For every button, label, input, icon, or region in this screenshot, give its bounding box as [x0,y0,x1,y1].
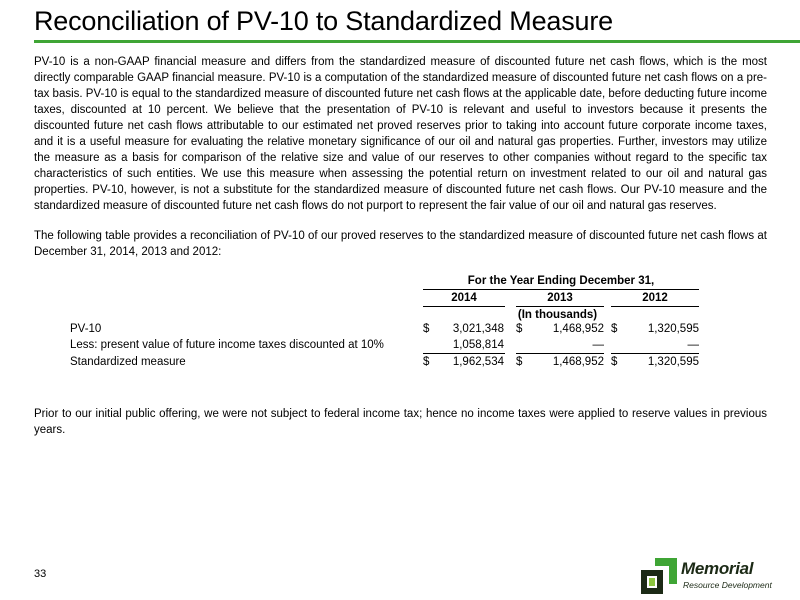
cell-value: — [687,339,699,351]
cell-value: 1,468,952 [552,323,604,335]
memorial-logo-mark-icon [639,556,679,596]
logo-name: Memorial [681,559,754,578]
table-period-header: For the Year Ending December 31, [467,275,655,287]
ipo-footnote-paragraph: Prior to our initial public offering, we were not subject to federal income tax; hence no income taxes were applied to reserve values in previous years. [34,408,767,436]
year-2014-header: 2014 [451,292,477,304]
table-intro-paragraph: The following table provides a reconciliation of PV-10 of our proved reserves to the standardized measure of discounted future net cash flows at December 31, 2014, 2013 and 2012: [34,230,767,258]
year-2014-rule [423,306,505,307]
year-2012-header: 2012 [642,292,668,304]
reconciliation-table [0,270,800,380]
cell-dollar: $ [423,323,430,335]
year-2013-header: 2013 [547,292,573,304]
logo-subtitle: Resource Development [683,580,772,590]
cell-value: 1,962,534 [452,356,504,368]
cell-dollar: $ [516,356,523,368]
intro-paragraph: PV-10 is a non-GAAP financial measure and differs from the standardized measure of discounted future net cash flows, which is the most directly comparable GAAP financial measure. PV-10 is a computation of the standardized measure of discounted future net cash flows on a pre-tax basis. PV-10 is equal to the standardized measure of discounted future net cash flows at the applicable date, before deducting future income taxes, discounted at 10 percent. We believe that the presentation of PV-10 is relevant and useful to investors because it presents the discounted future net cash flows attributable to our estimated net proved reserves prior to taking into account future corporate income taxes, and it is a useful measure for evaluating the relative monetary significance of our oil and natural gas properties. Further, investors may utilize the measure as a basis for comparison of the relative size and value of our reserves to other companies without regard to the specific tax characteristics of such entities. We use this measure when assessing the potential return on investment related to our oil and natural gas properties. PV-10, however, is not a substitute for the standardized measure of discounted future net cash flows. Our PV-10 measure and the standardized measure of discounted future net cash flows do not purport to represent the fair value of our oil and natural gas reserves. [34,56,767,212]
cell-dollar: $ [611,356,618,368]
row-label-standardized-measure: Standardized measure [70,356,186,368]
cell-dollar: $ [611,323,618,335]
row-label-pv10: PV-10 [70,323,102,335]
cell-value: 1,320,595 [647,356,699,368]
year-2012-rule [611,306,699,307]
cell-dollar: $ [516,323,523,335]
cell-value: 1,468,952 [552,356,604,368]
cell-value: 1,058,814 [452,339,504,351]
cell-value: 1,320,595 [647,323,699,335]
cell-value: 3,021,348 [452,323,504,335]
units-label: (In thousands) [517,309,598,321]
slide-title: Reconciliation of PV-10 to Standardized Measure [34,6,613,36]
cell-value: — [592,339,604,351]
row-label-income-taxes: Less: present value of future income taxes discounted at 10% [70,339,384,351]
company-logo [639,556,789,596]
cell-dollar: $ [423,356,430,368]
page-number: 33 [34,568,47,580]
title-underline [34,40,800,43]
